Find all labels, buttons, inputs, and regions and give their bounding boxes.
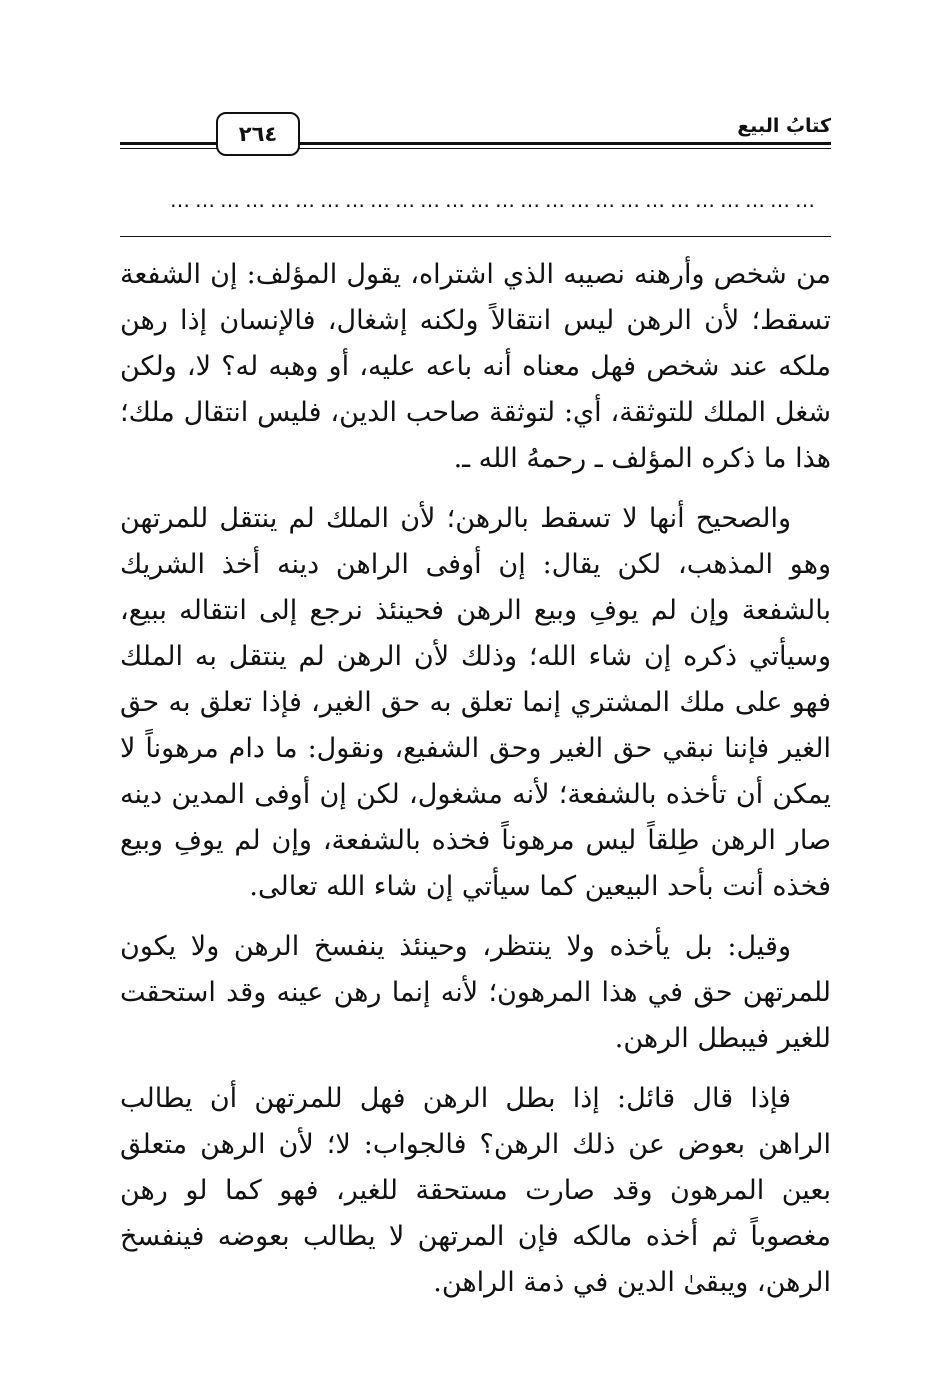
paragraph-3: وقيل: بل يأخذه ولا ينتظر، وحينئذ ينفسخ الرهن ولا يكون للمرتهن حق في هذا المرهون؛ لأنه إنما رهن عينه وقد استحقت للغير فيبطل الرهن. (120, 931, 831, 1054)
dot-leader: …………………………………………………………………… (170, 188, 820, 212)
book-title: كتابُ البيع (737, 115, 831, 137)
page-number: ٢٦٤ (216, 112, 300, 156)
running-header (120, 100, 831, 160)
section-divider (120, 236, 831, 237)
paragraph-4: فإذا قال قائل: إذا بطل الرهن فهل للمرتهن أن يطالب الراهن بعوض عن ذلك الرهن؟ فالجواب: لا؛ لأن الرهن متعلق بعين المرهون وقد صارت مستحقة للغير، فهو كما لو رهن مغصوباً ثم أخذه مالكه فإن المرتهن لا يطالب بعوضه فينفسخ الرهن، ويبقىٰ الدين في ذمة الراهن. (120, 1083, 831, 1298)
page-body (120, 252, 831, 1320)
paragraph-1: من شخص وأرهنه نصيبه الذي اشتراه، يقول المؤلف: إن الشفعة تسقط؛ لأن الرهن ليس انتقالاً ولكنه إشغال، فالإنسان إذا رهن ملكه عند شخص فهل معناه أنه باعه عليه، أو وهبه له؟ لا، ولكن شغل الملك للتوثقة، أي: لتوثقة صاحب الدين، فليس انتقال ملك؛ هذا ما ذكره المؤلف ـ رحمهُ الله ـ. (120, 259, 831, 474)
paragraph-2: والصحيح أنها لا تسقط بالرهن؛ لأن الملك لم ينتقل للمرتهن وهو المذهب، لكن يقال: إن أوفى الراهن دينه أخذ الشريك بالشفعة وإن لم يوفِ وبيع الرهن فحينئذ نرجع إلى انتقاله ببيع، وسيأتي ذكره إن شاء الله؛ وذلك لأن الرهن لم ينتقل به الملك فهو على ملك المشتري إنما تعلق به حق الغير، فإذا تعلق به حق الغير فإننا نبقي حق الغير وحق الشفيع، ونقول: ما دام مرهوناً لا يمكن أن تأخذه بالشفعة؛ لأنه مشغول، لكن إن أوفى المدين دينه صار الرهن طِلقاً ليس مرهوناً فخذه بالشفعة، وإن لم يوفِ وبيع فخذه أنت بأحد البيعين كما سيأتي إن شاء الله تعالى. (120, 503, 831, 902)
